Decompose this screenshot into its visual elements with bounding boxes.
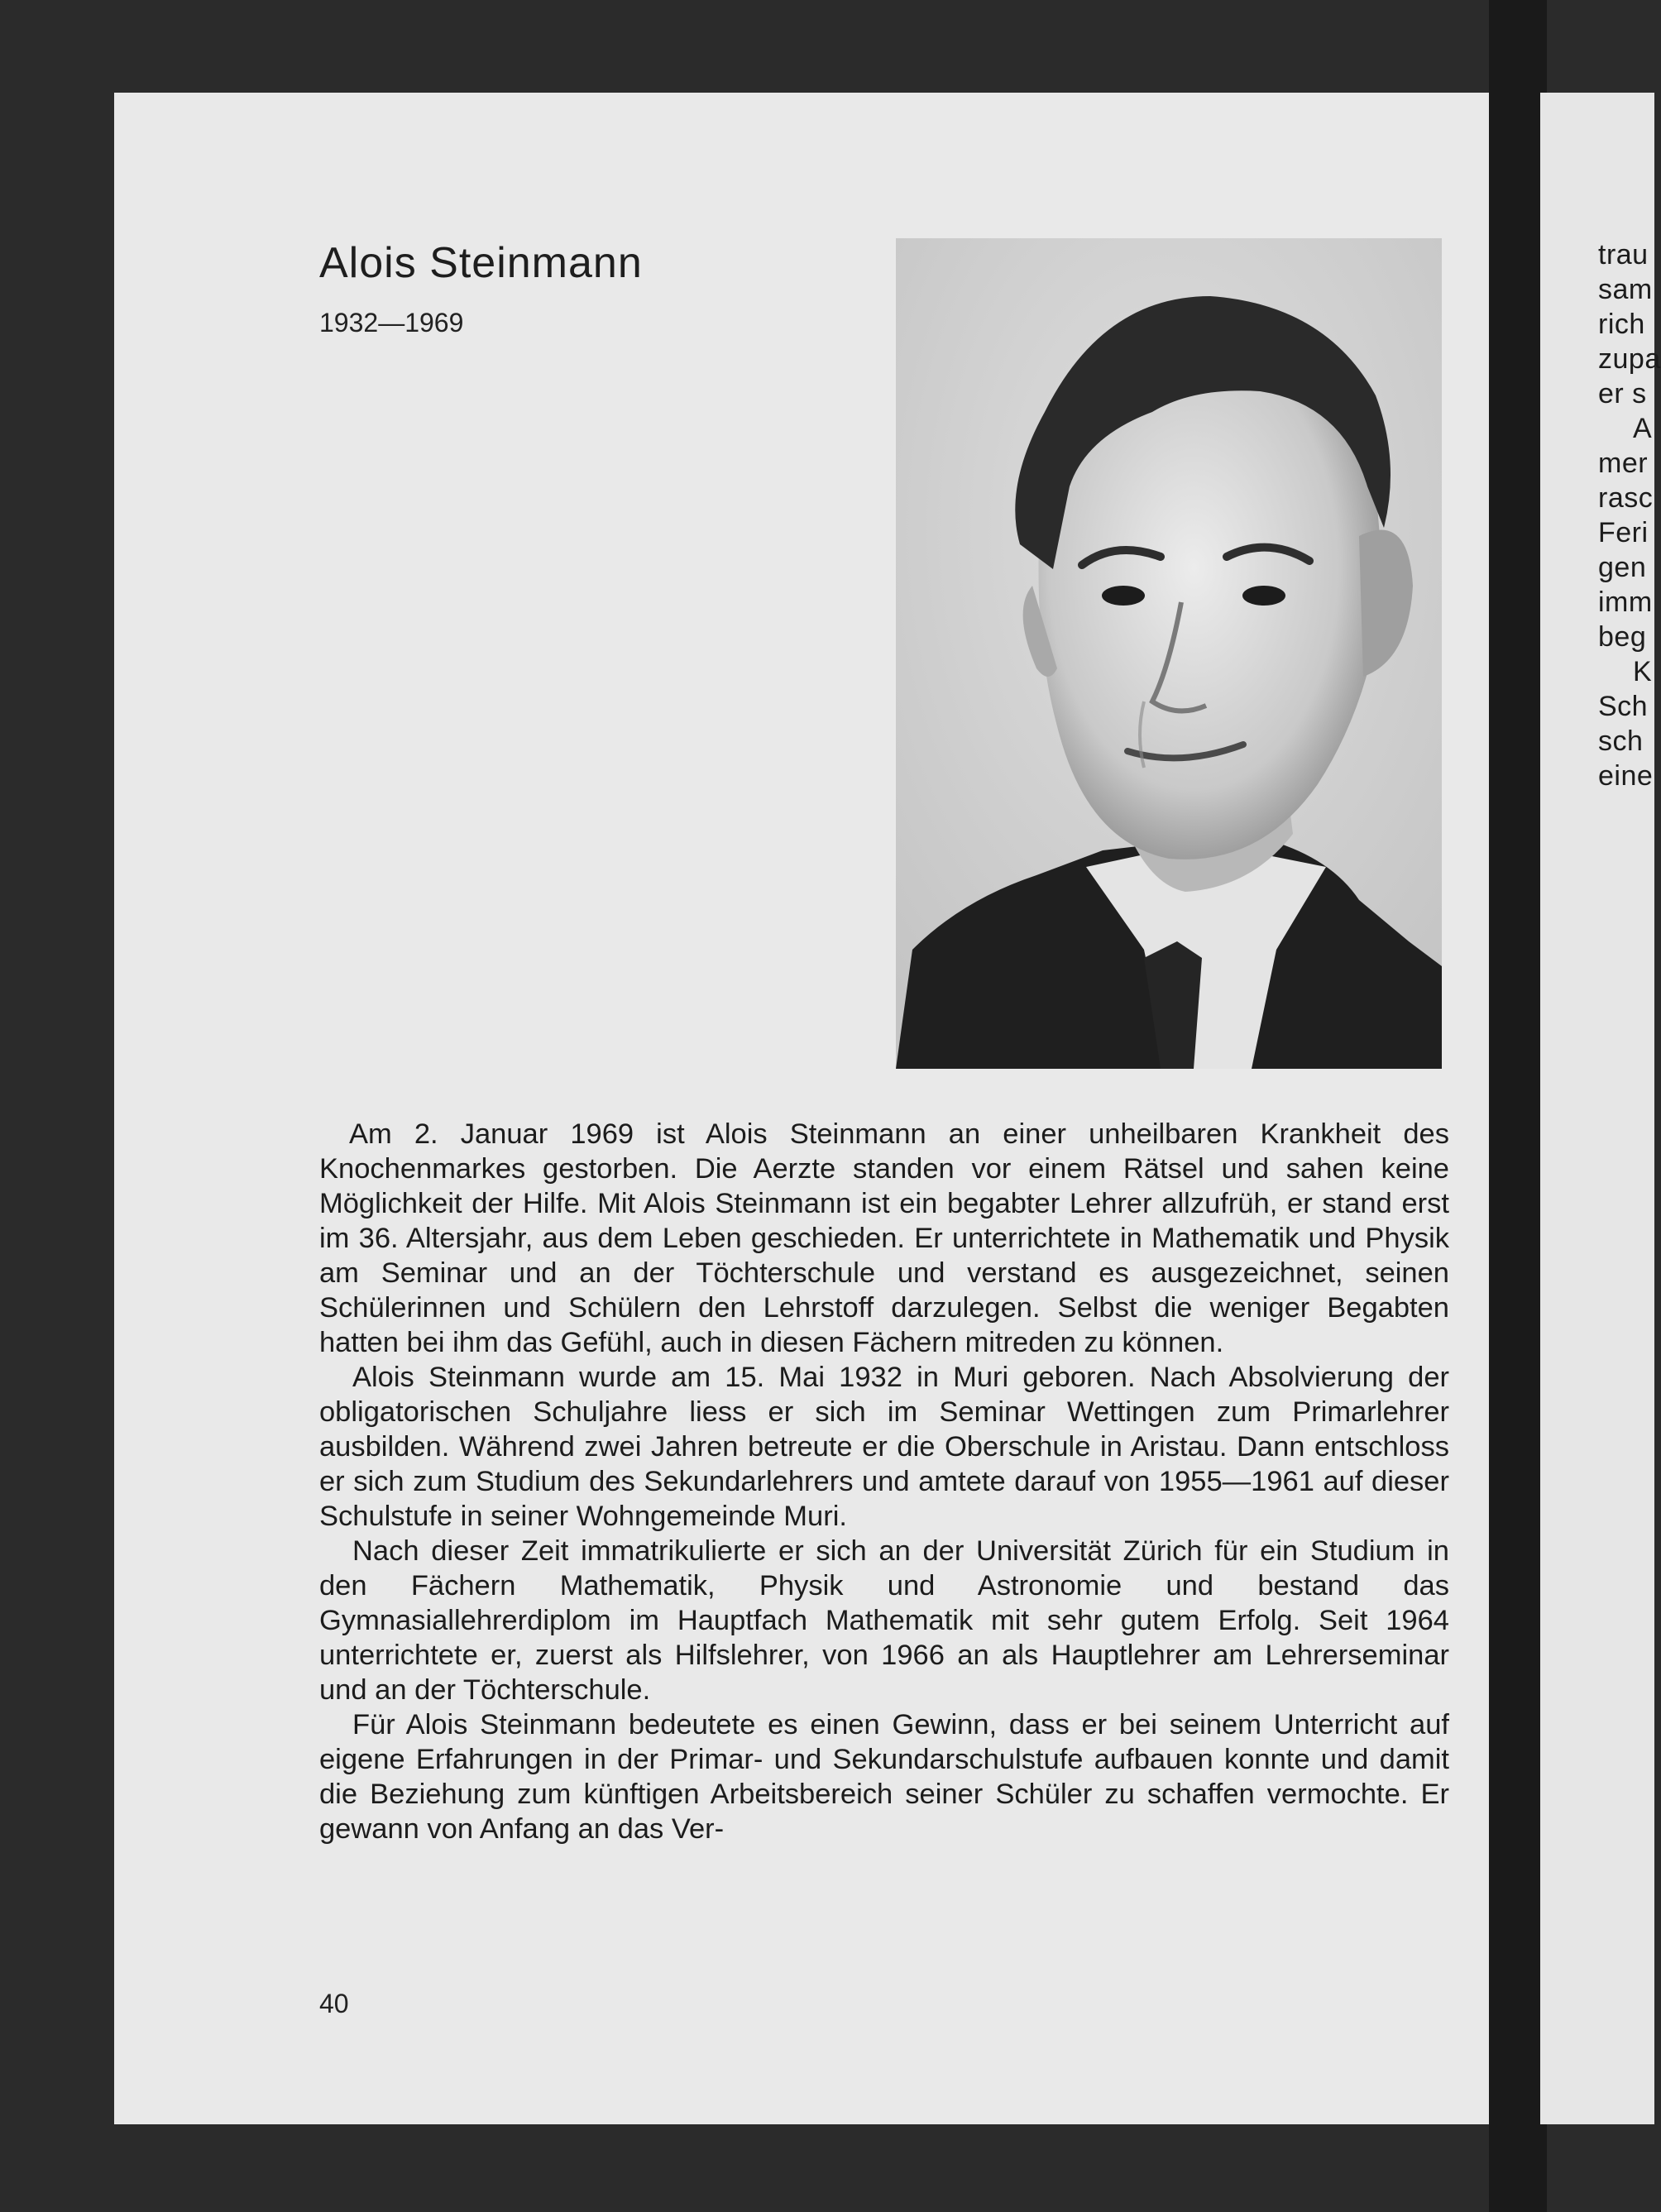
right-page-fragment: rich <box>1598 309 1645 340</box>
right-page-fragment: K <box>1633 656 1653 687</box>
portrait-illustration <box>896 238 1442 1069</box>
right-page-fragment: zupa <box>1598 343 1661 375</box>
right-page-fragment: rasc <box>1598 482 1654 514</box>
right-page-fragment: er s <box>1598 378 1647 409</box>
right-page-fragment: sam <box>1598 274 1653 305</box>
portrait-photo <box>896 238 1442 1069</box>
obituary-text <box>319 1117 1449 1846</box>
right-page-fragment: Sch <box>1598 691 1649 722</box>
life-dates: 1932—1969 <box>319 308 464 338</box>
right-page-fragment: A <box>1633 413 1653 444</box>
right-page-fragment: sch <box>1598 725 1644 757</box>
paragraph: Für Alois Steinmann bedeutete es einen Gewinn, dass er bei seinem Unterricht auf eigene Erfahrungen in der Primar- und Sekundarschulstufe aufbauen konnte und damit die Beziehung zum künftigen Arbeitsbereich seiner Schüler zu schaffen vermochte. Er gewann von Anfang an das Ver- <box>319 1709 1449 1845</box>
right-page-fragment: imm <box>1598 587 1653 618</box>
paragraph: Am 2. Januar 1969 ist Alois Steinmann an einer unheilbaren Krankheit des Knochenmarkes gestorben. Die Aerzte standen vor einem Rätsel und sahen keine Möglichkeit der Hilfe. Mit Alois Steinmann ist ein begabter Lehrer allzufrüh, er stand erst im 36. Altersjahr, aus dem Leben geschieden. Er unterrichtete in Mathematik und Physik am Seminar und an der Töchterschule und verstand es ausgezeichnet, seinen Schülerinnen und Schülern den Lehrstoff darzulegen. Selbst die weniger Begabten hatten bei ihm das Gefühl, auch in diesen Fächern mitreden zu können. <box>319 1118 1449 1358</box>
book-spine <box>1489 0 1547 2212</box>
page-number: 40 <box>319 1989 349 2018</box>
right-page <box>1540 93 1661 2124</box>
right-page-fragment: gen <box>1598 552 1647 583</box>
paragraph: Nach dieser Zeit immatrikulierte er sich an der Universität Zürich für ein Studium in den Fächern Mathematik, Physik und Astronomie und bestand das Gymnasiallehrerdiplom im Hauptfach Mathematik mit sehr gutem Erfolg. Seit 1964 unterrichtete er, zuerst als Hilfslehrer, von 1966 an als Hauptlehrer am Lehrerseminar und an der Töchterschule. <box>319 1535 1449 1706</box>
right-page-fragment: beg <box>1598 621 1647 653</box>
right-page-fragment: mer <box>1598 448 1649 479</box>
right-page-fragment: Feri <box>1598 517 1649 548</box>
paragraph: Alois Steinmann wurde am 15. Mai 1932 in Muri geboren. Nach Absolvierung der obligatorischen Schuljahre liess er sich im Seminar Wettingen zum Primarlehrer ausbilden. Während zwei Jahren betreute er die Oberschule in Aristau. Dann entschloss er sich zum Studium des Sekundarlehrers und amtete darauf von 1955—1961 auf dieser Schulstufe in seiner Wohngemeinde Muri. <box>319 1362 1449 1532</box>
article-title: Alois Steinmann <box>319 239 643 287</box>
right-page-fragment: eine <box>1598 760 1654 792</box>
right-page-fragment: trau <box>1598 239 1649 271</box>
